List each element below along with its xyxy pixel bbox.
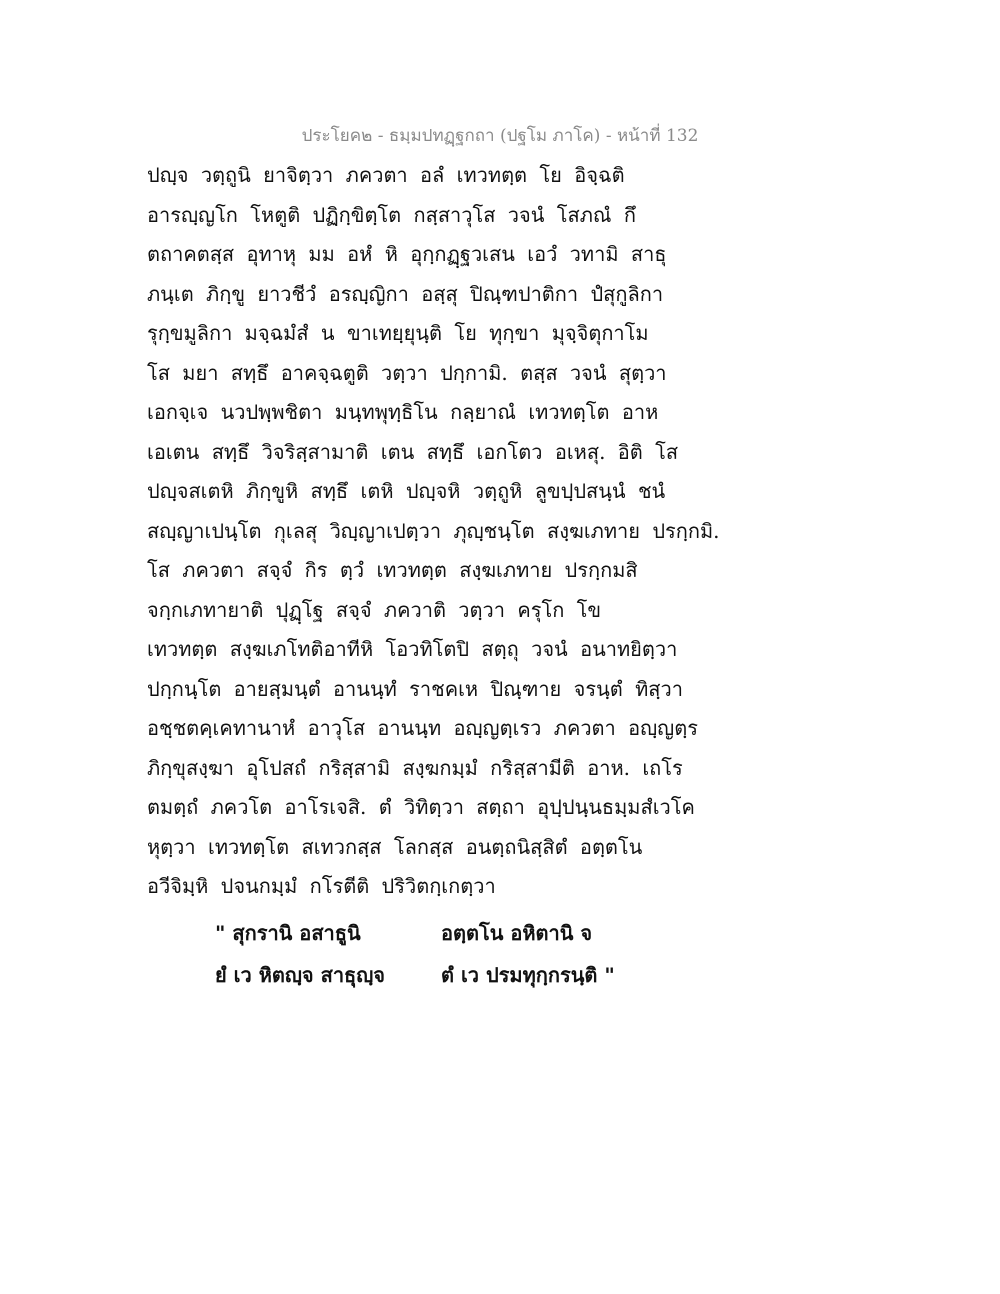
text-line: จกฺกเภทายาติ ปุฏฺโฐ สจฺจํ ภควาติ วตฺวา ครุโก โข — [147, 597, 602, 622]
text-line: ปญฺจ วตฺถูนิ ยาจิตฺวา ภควตา อลํ เทวทตฺต โย อิจฺฉติ — [147, 163, 625, 187]
text-line: ตมตฺถํ ภควโต อาโรเจสิ. ตํ วิทิตฺวา สตฺถา อุปฺปนฺนธมฺมสํเวโค — [147, 795, 695, 819]
body-text — [147, 156, 867, 907]
text-line: ปญฺจสเตหิ ภิกฺขูหิ สทฺธึ เตหิ ปญฺจหิ วตฺถูหิ ลูขปฺปสนฺนํ ชนํ — [147, 479, 666, 503]
verse-row — [215, 912, 815, 954]
verse-line-2-right: ตํ เว ปรมทุกฺกรนฺติ " — [441, 963, 615, 987]
page-header-text: ประโยค๒ - ธมฺมปทฏฺฐกถา (ปฐโม ภาโค) - หน้าที่ 132 — [301, 126, 699, 146]
text-line: ตถาคตสฺส อุทาหุ มม อหํ หิ อุกฺกฏฺฐวเสน เอวํ วทามิ สาธุ — [147, 242, 667, 266]
verse-line-1-left: " สุกรานิ อสาธูนิ — [215, 921, 361, 945]
text-line: เอกจฺเจ นวปพฺพชิตา มนฺทพุทฺธิโน กลฺยาณํ เทวทตฺโต อาห — [147, 400, 659, 424]
text-line: อารญฺญโก โหตูติ ปฏิกฺขิตฺโต กสฺสาวุโส วจนํ โสภณํ กึ — [147, 202, 636, 227]
verse-line-1-right: อตฺตโน อหิตานิ จ — [441, 921, 593, 945]
text-line: อชฺชตคฺเคทานาหํ อาวุโส อานนฺท อญฺญตฺเรว ภควตา อญฺญตฺร — [147, 716, 698, 740]
verse-row — [215, 954, 815, 996]
text-line: เทวทตฺต สงฺฆเภโทติอาทีหิ โอวทิโตปิ สตฺถุ วจนํ อนาทยิตฺวา — [147, 637, 678, 661]
text-line: หุตฺวา เทวทตฺโต สเทวกสฺส โลกสฺส อนตฺถนิสฺสิตํ อตฺตโน — [147, 834, 643, 859]
text-line: เอเตน สทฺธึ วิจริสฺสามาติ เตน สทฺธึ เอกโตว อเหสุ. อิติ โส — [147, 439, 679, 464]
text-line: รุกฺขมูลิกา มจฺฉมํสํ น ขาเทยฺยุนฺติ โย ทุกฺขา มุจฺจิตุกาโม — [147, 321, 649, 345]
text-line: ภิกฺขุสงฺฆา อุโปสถํ กริสฺสามิ สงฺฆกมฺมํ กริสฺสามีติ อาห. เถโร — [147, 755, 683, 780]
text-line: สญฺญาเปนฺโต กุเลสุ วิญฺญาเปตฺวา ภุญฺชนฺโต สงฺฆเภทาย ปรกฺกมิ. — [147, 518, 720, 543]
verse-line-2-left: ยํ เว หิตญฺจ สาธุญฺจ — [215, 963, 386, 987]
verse-block — [215, 912, 815, 996]
text-line: ภนฺเต ภิกฺขู ยาวชีวํ อรญฺญิกา อสฺสุ ปิณฺฑปาติกา ปํสุกูลิกา — [147, 281, 664, 306]
text-line: ปกฺกนฺโต อายสฺมนฺตํ อานนฺทํ ราชคเห ปิณฺฑาย จรนฺตํ ทิสฺวา — [147, 676, 683, 701]
page-header — [0, 122, 1000, 149]
text-line: โส ภควตา สจฺจํ กิร ตฺวํ เทวทตฺต สงฺฆเภทาย ปรกฺกมสิ — [147, 558, 638, 582]
text-line: โส มยา สทฺธึ อาคจฺฉตูติ วตฺวา ปกฺกามิ. ตสฺส วจนํ สุตฺวา — [147, 360, 667, 385]
text-line: อวีจิมฺหิ ปจนกมฺมํ กโรตีติ ปริวิตกฺเกตฺวา — [147, 874, 496, 898]
